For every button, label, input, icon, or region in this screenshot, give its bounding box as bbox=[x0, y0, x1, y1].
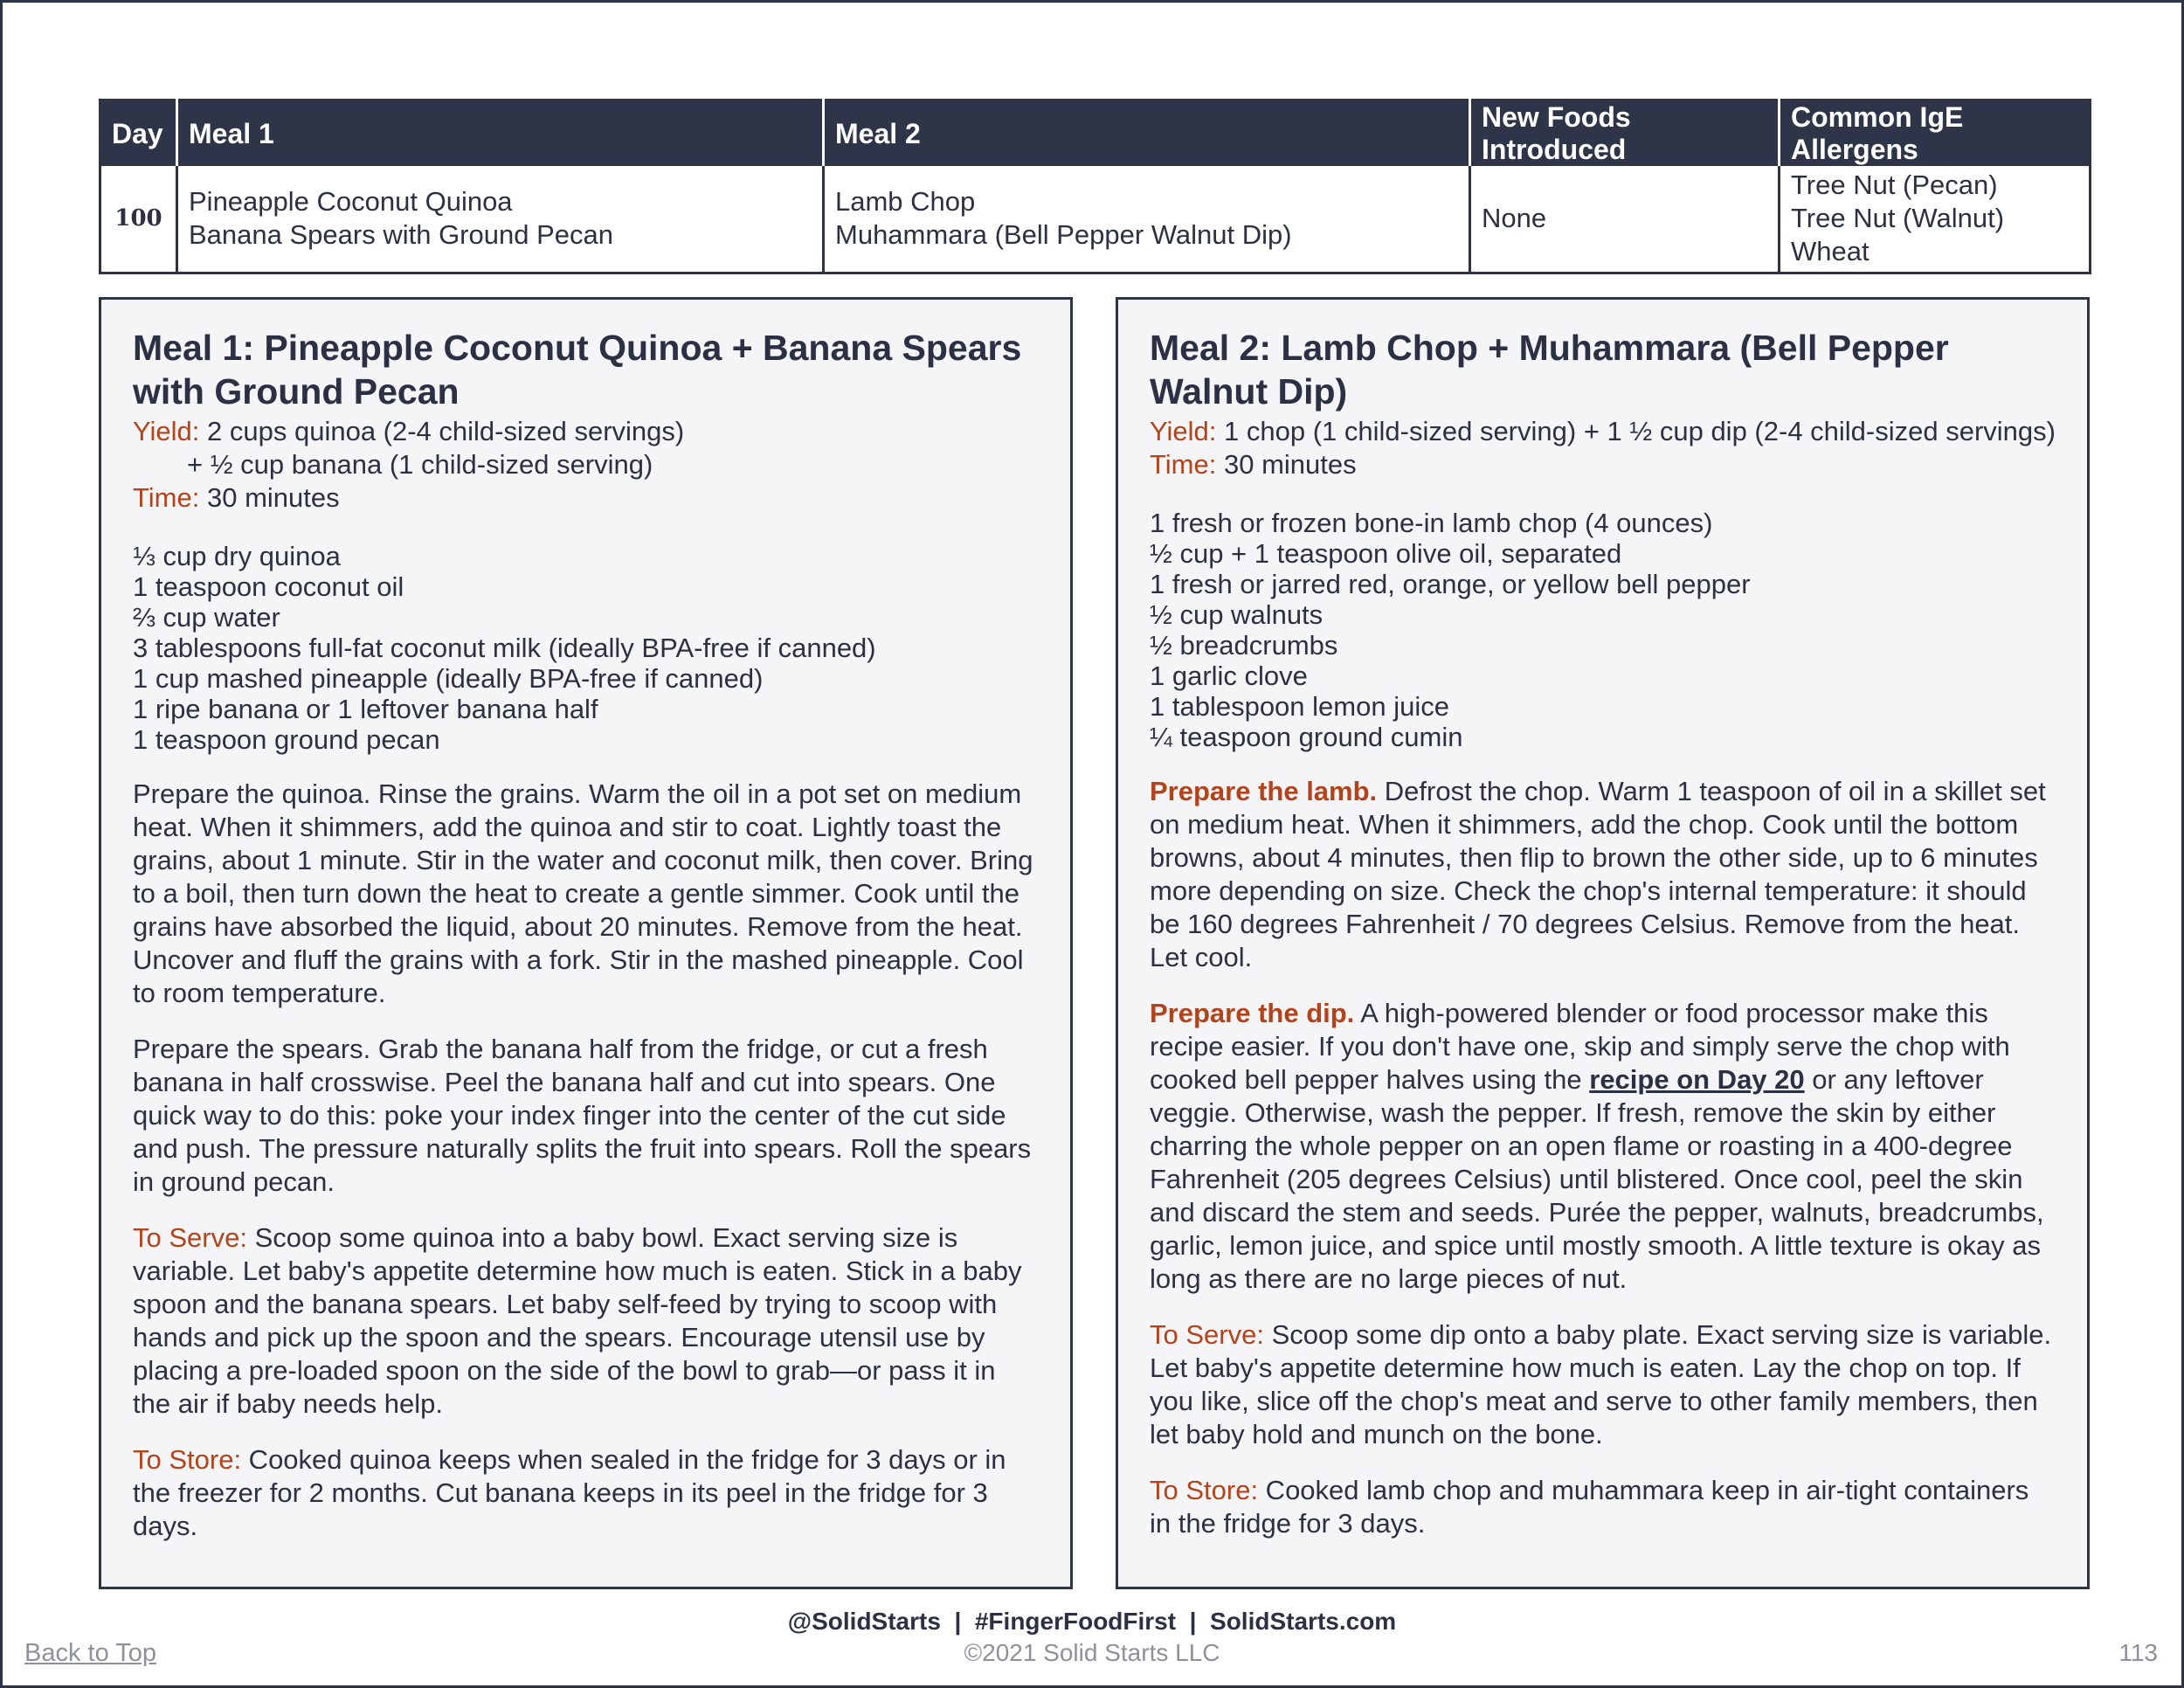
ingredient-item: ½ cup walnuts bbox=[1150, 599, 1324, 630]
table-header-row bbox=[100, 100, 2091, 167]
meal-1-cell bbox=[177, 166, 824, 273]
header-meal-2: Meal 2 bbox=[824, 100, 1470, 167]
meal-1-step-quinoa: Prepare the quinoa. Rinse the grains. Warm the oil in a pot set on medium heat. When it shimmers, add the quinoa and stir to coat. Lightly toast the grains, about 1 minute. Stir in the water and coconut milk, then cover. Bring to a boil, then turn down the heat to create a gentle simmer. Cook until the grains have absorbed the liquid, about 20 minutes. Remove from the heat. Uncover and fluff the grains with a fork. Stir in the mashed pineapple. Cool to room temperature. bbox=[133, 778, 1033, 1008]
to-serve-text: Scoop some dip onto a baby plate. Exact serving size is variable. Let baby's appetite determine how much is eaten. Lay the chop on top. If you like, slice off the chop's meat and serve to other family members, then let baby hold and munch on the bone. bbox=[1150, 1319, 2052, 1449]
ingredient-item: 1 teaspoon coconut oil bbox=[133, 571, 404, 602]
header-day: Day bbox=[100, 100, 177, 167]
meal-2-item: Lamb Chop bbox=[835, 186, 976, 218]
header-meal-1: Meal 1 bbox=[177, 100, 824, 167]
page-number: 113 bbox=[2118, 1639, 2158, 1666]
time-label: Time: bbox=[133, 482, 200, 513]
to-serve-label: To Serve: bbox=[133, 1222, 247, 1253]
ingredient-item: 1 ripe banana or 1 leftover banana half bbox=[133, 694, 598, 724]
to-serve-label: To Serve: bbox=[1150, 1319, 1264, 1350]
recipe-day-20-link[interactable]: recipe on Day 20 bbox=[1589, 1064, 1805, 1095]
meal-2-title-line: Walnut Dip) bbox=[1150, 371, 1348, 412]
meal-1-item: Banana Spears with Ground Pecan bbox=[189, 219, 613, 251]
day-number: 100 bbox=[100, 166, 177, 273]
ingredient-item: 1 garlic clove bbox=[1150, 661, 1308, 691]
prepare-dip-label: Prepare the dip. bbox=[1150, 998, 1355, 1028]
meal-2-time bbox=[1150, 448, 2056, 481]
prepare-dip-text-continued: or any leftover veggie. Otherwise, wash the pepper. If fresh, remove the skin by either charring the whole pepper on an open flame or roasting in a 400-degree Fahrenheit (205 degrees Celsius) until blistered. Once cool, peel the skin and discard the stem and seeds. Purée the pepper, walnuts, breadcrumbs, garlic, lemon juice, and spice until mostly smooth. A little texture is okay as long as there are no large pieces of nut. bbox=[1150, 1064, 2044, 1294]
prepare-dip-text: A high-powered blender or food processor make this recipe easier. If you don't have one, skip and simply serve the chop with cooked bell pepper halves using the bbox=[1150, 998, 2010, 1095]
yield-value: 2 cups quinoa (2-4 child-sized servings) bbox=[199, 416, 685, 446]
ingredient-item: 3 tablespoons full-fat coconut milk (ideally BPA-free if canned) bbox=[133, 633, 876, 663]
header-new-foods: New Foods Introduced bbox=[1470, 100, 1780, 167]
prepare-lamb-text: Defrost the chop. Warm 1 teaspoon of oil in a skillet set on medium heat. When it shimmers, add the chop. Cook until the bottom browns, about 4 minutes, then flip to brown the other side, up to 6 minutes more depending on size. Check the chop's internal temperature: it should be 160 degrees Fahrenheit / 70 degrees Celsius. Remove from the heat. Let cool. bbox=[1150, 776, 2046, 972]
to-store-label: To Store: bbox=[133, 1444, 242, 1475]
to-store-label: To Store: bbox=[1150, 1475, 1259, 1505]
ingredient-item: 1 fresh or frozen bone-in lamb chop (4 ounces) bbox=[1150, 508, 1713, 538]
meal-1-to-store bbox=[133, 1443, 1039, 1543]
ingredient-item: 1 fresh or jarred red, orange, or yellow bell pepper bbox=[1150, 569, 1751, 599]
footer-copyright: ©2021 Solid Starts LLC bbox=[964, 1639, 1220, 1666]
meal-2-step-lamb bbox=[1150, 775, 2056, 974]
yield-label: Yield: bbox=[133, 416, 200, 446]
ingredient-item: ¼ teaspoon ground cumin bbox=[1150, 722, 1463, 752]
meal-2-yield bbox=[1150, 415, 2056, 448]
table-row bbox=[100, 166, 2091, 273]
to-store-text: Cooked lamb chop and muhammara keep in air-tight containers in the fridge for 3 days. bbox=[1150, 1475, 2029, 1539]
meal-1-yield-extra: + ½ cup banana (1 child-sized serving) bbox=[187, 449, 653, 480]
allergen-item: Wheat bbox=[1791, 236, 1870, 267]
meal-2-item: Muhammara (Bell Pepper Walnut Dip) bbox=[835, 219, 1292, 251]
header-allergens: Common IgE Allergens bbox=[1780, 100, 2091, 167]
footer-social-links: @SolidStarts | #FingerFoodFirst | SolidStarts.com bbox=[787, 1608, 1397, 1635]
ingredient-item: ½ breadcrumbs bbox=[1150, 630, 1338, 661]
meal-2-ingredients bbox=[1150, 508, 2056, 752]
allergen-item: Tree Nut (Pecan) bbox=[1791, 169, 1998, 201]
time-value: 30 minutes bbox=[1216, 449, 1357, 480]
ingredient-item: ⅓ cup dry quinoa bbox=[133, 541, 341, 571]
meal-1-yield bbox=[133, 415, 1039, 448]
meal-2-title bbox=[1150, 326, 2056, 413]
yield-value: 1 chop (1 child-sized serving) + 1 ½ cup dip (2-4 child-sized servings) bbox=[1216, 416, 2056, 446]
meal-2-to-serve bbox=[1150, 1318, 2056, 1451]
ingredient-item: ½ cup + 1 teaspoon olive oil, separated bbox=[1150, 538, 1622, 569]
allergens-cell bbox=[1780, 166, 2091, 273]
meal-1-to-serve bbox=[133, 1221, 1039, 1421]
prepare-lamb-label: Prepare the lamb. bbox=[1150, 776, 1378, 806]
ingredient-item: 1 tablespoon lemon juice bbox=[1150, 691, 1449, 722]
to-serve-text: Scoop some quinoa into a baby bowl. Exact serving size is variable. Let baby's appetite determine how much is eaten. Stick in a baby spoon and the banana spears. Let baby self-feed by trying to scoop with hands and pick up the spoon and the spears. Encourage utensil use by placing a pre-loaded spoon on the side of the bowl to grab—or pass it in the air if baby needs help. bbox=[133, 1222, 1022, 1419]
meal-2-recipe-panel bbox=[1116, 297, 2090, 1589]
meal-1-time bbox=[133, 481, 1039, 515]
meal-1-item: Pineapple Coconut Quinoa bbox=[189, 186, 513, 218]
time-value: 30 minutes bbox=[199, 482, 340, 513]
meal-2-step-dip bbox=[1150, 997, 2056, 1296]
meal-1-title-line: with Ground Pecan bbox=[133, 371, 460, 412]
time-label: Time: bbox=[1150, 449, 1217, 480]
meal-1-title-line: Meal 1: Pineapple Coconut Quinoa + Banana Spears bbox=[133, 328, 1022, 368]
back-to-top-link[interactable]: Back to Top bbox=[24, 1639, 157, 1667]
allergen-item: Tree Nut (Walnut) bbox=[1791, 203, 2005, 234]
ingredient-item: ⅔ cup water bbox=[133, 602, 280, 633]
ingredient-item: 1 teaspoon ground pecan bbox=[133, 724, 440, 755]
meal-1-title bbox=[133, 326, 1039, 413]
meal-plan-table bbox=[99, 99, 2091, 274]
meal-2-title-line: Meal 2: Lamb Chop + Muhammara (Bell Pepper bbox=[1150, 328, 1949, 368]
to-store-text: Cooked quinoa keeps when sealed in the fridge for 3 days or in the freezer for 2 months. Cut banana keeps in its peel in the fridge for 3 days. bbox=[133, 1444, 1006, 1541]
meal-1-ingredients bbox=[133, 541, 1039, 755]
meal-1-step-spears: Prepare the spears. Grab the banana half from the fridge, or cut a fresh banana in half crosswise. Peel the banana half and cut into spears. One quick way to do this: poke your index finger into the center of the cut side and push. The pressure naturally splits the fruit into spears. Roll the spears in ground pecan. bbox=[133, 1034, 1032, 1197]
meal-2-to-store bbox=[1150, 1474, 2056, 1540]
meal-1-recipe-panel bbox=[99, 297, 1073, 1589]
yield-label: Yield: bbox=[1150, 416, 1217, 446]
meal-2-cell bbox=[824, 166, 1470, 273]
ingredient-item: 1 cup mashed pineapple (ideally BPA-free if canned) bbox=[133, 663, 764, 694]
new-foods-cell: None bbox=[1470, 166, 1780, 273]
